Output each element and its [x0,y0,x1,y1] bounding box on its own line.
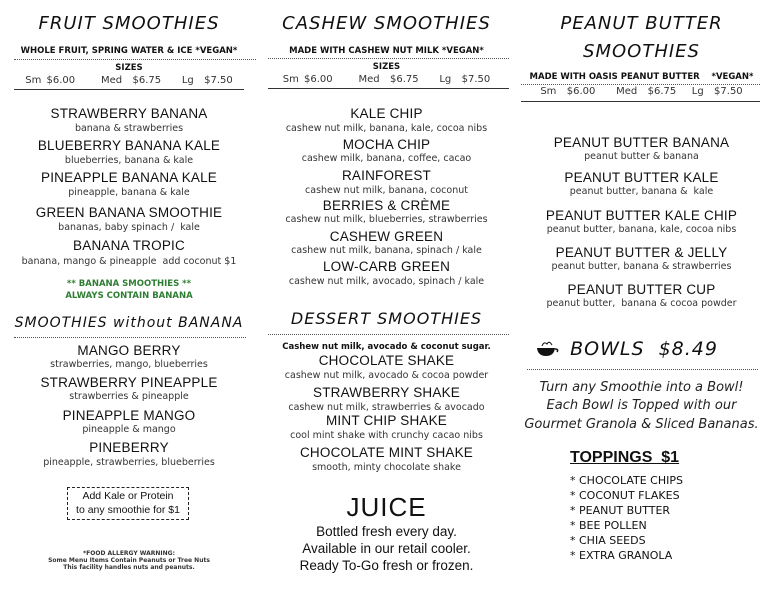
menu-item-desc: peanut butter, banana & strawberries [551,261,732,272]
cashew-smoothies-title: CASHEW SMOOTHIES [282,13,491,34]
menu-item-desc: peanut butter, banana, kale, cocoa nibs [546,224,737,235]
topping-item: * COCONUT FLAKES [570,489,680,502]
menu-item-name: STRAWBERRY BANANA [50,106,208,121]
menu-item-desc: peanut butter & banana [584,151,699,162]
peanut-butter-title: SMOOTHIES [583,41,700,62]
dessert-subtitle: Cashew nut milk, avocado & coconut sugar. [282,342,491,352]
menu-item-desc: cashew nut milk, banana, spinach / kale [291,245,482,256]
menu-item-desc: pineapple, strawberries, blueberries [43,457,215,468]
cashew-subtitle: MADE WITH CASHEW NUT MILK *VEGAN* [289,46,484,56]
menu-item-name: CASHEW GREEN [329,229,444,244]
size-prices: Sm $6.00 Med $6.75 Lg $7.50 [282,74,491,85]
menu-item-desc: strawberries & pineapple [69,391,189,402]
menu-item-name: PEANUT BUTTER BANANA [553,135,730,150]
menu-item-name: PINEBERRY [89,440,169,455]
size-prices: Sm $6.00 Med $6.75 Lg $7.50 [540,86,743,97]
menu-item-desc: cashew nut milk, blueberries, strawberries [285,214,488,225]
menu-item-name: PEANUT BUTTER & JELLY [555,245,728,260]
bowls-heading [535,338,768,360]
dessert-smoothies-title: DESSERT SMOOTHIES [290,309,483,328]
allergy-warning: *FOOD ALLERGY WARNING: [83,550,175,557]
divider [14,59,256,60]
menu-item-desc: smooth, minty chocolate shake [312,462,461,473]
menu-item-name: MINT CHIP SHAKE [325,413,448,428]
topping-item: * CHIA SEEDS [570,534,646,547]
cashew-smoothies-column [258,0,515,594]
menu-item-name: MOCHA CHIP [342,137,431,152]
fruit-subtitle: WHOLE FRUIT, SPRING WATER & ICE *VEGAN* [20,46,238,56]
menu-item-desc: pineapple & mango [82,424,176,435]
divider [14,337,246,338]
menu-item-desc: banana & strawberries [74,123,184,134]
menu-item-name: PEANUT BUTTER KALE CHIP [545,208,738,223]
banana-note: ** BANANA SMOOTHIES ** [66,279,192,289]
menu-item-desc: cashew nut milk, banana, kale, cocoa nibs [285,123,488,134]
menu-item-name: GREEN BANANA SMOOTHIE [35,205,223,220]
menu-item-desc: pineapple, banana & kale [68,187,190,198]
fruit-smoothies-column [0,0,258,594]
menu-item-desc: peanut butter, banana & kale [569,186,714,197]
juice-line: Bottled fresh every day. [316,524,457,539]
menu-item-desc: bananas, baby spinach / kale [58,222,200,233]
menu-item-name: PEANUT BUTTER KALE [564,170,719,185]
divider [14,89,244,90]
divider [268,58,509,59]
menu-item-desc: strawberries, mango, blueberries [50,359,208,370]
menu-item-name: KALE CHIP [350,106,423,121]
menu-item-name: STRAWBERRY PINEAPPLE [40,375,218,390]
allergy-warning: Some Menu Items Contain Peanuts or Tree Nuts [48,557,210,564]
menu-item-desc: cashew milk, banana, coffee, cacao [301,153,472,164]
bowl-icon [535,339,559,359]
banana-note: ALWAYS CONTAIN BANANA [65,291,193,301]
juice-line: Ready To-Go fresh or frozen. [299,558,474,573]
divider [268,88,509,89]
topping-item: * BEE POLLEN [570,519,647,532]
fruit-smoothies-title: FRUIT SMOOTHIES [38,13,220,34]
divider [521,84,760,85]
bowls-line: Each Bowl is Topped with our [546,398,737,413]
menu-item-desc: blueberries, banana & kale [64,155,194,166]
bowls-line: Gourmet Granola & Sliced Bananas. [524,417,759,432]
menu-item-name: MANGO BERRY [77,343,181,358]
toppings-title: TOPPINGS $1 [570,449,680,466]
addon-line: Add Kale or Protein [82,490,174,502]
menu-item-name: CHOCOLATE MINT SHAKE [299,445,474,460]
topping-item: * CHOCOLATE CHIPS [570,474,683,487]
menu-item-name: BLUEBERRY BANANA KALE [37,138,221,153]
bowls-title: BOWLS $8.49 [570,338,718,360]
sizes-label: SIZES [372,62,401,72]
menu-item-name: PINEAPPLE MANGO [62,408,196,423]
menu-item-name: STRAWBERRY SHAKE [313,385,460,400]
menu-item-desc: cool mint shake with crunchy cacao nibs [290,430,483,441]
menu-item-desc: cashew nut milk, strawberries & avocado [288,402,485,413]
no-banana-title: SMOOTHIES without BANANA [14,315,244,331]
peanut-butter-title: PEANUT BUTTER [560,13,723,34]
menu-item-name: BANANA TROPIC [73,238,185,253]
menu-item-name: CHOCOLATE SHAKE [318,353,455,368]
bowls-line: Turn any Smoothie into a Bowl! [539,380,744,395]
menu-item-desc: cashew nut milk, banana, coconut [305,185,468,196]
juice-title: JUICE [346,492,427,522]
menu-item-name: RAINFOREST [341,168,431,183]
topping-item: * EXTRA GRANOLA [570,549,673,562]
allergy-warning: This facility handles nuts and peanuts. [63,564,195,571]
menu-item-name: PEANUT BUTTER CUP [567,282,716,297]
menu-item-name: LOW-CARB GREEN [322,259,451,274]
addon-box [67,487,189,520]
divider [521,101,760,102]
topping-item: * PEANUT BUTTER [570,504,671,517]
menu-item-desc: peanut butter, banana & cocoa powder [546,298,737,309]
sizes-label: SIZES [115,63,143,73]
peanut-subtitle: MADE WITH OASIS PEANUT BUTTER *VEGAN* [529,72,754,82]
menu-item-name: PINEAPPLE BANANA KALE [40,170,218,185]
menu-item-desc: cashew nut milk, avocado, spinach / kale [288,276,485,287]
divider [268,334,509,335]
divider [527,369,758,370]
juice-line: Available in our retail cooler. [302,541,471,556]
addon-line: to any smoothie for $1 [76,504,180,516]
menu-item-desc: banana, mango & pineapple add coconut $1 [21,256,237,267]
menu-item-name: BERRIES & CRÈME [322,198,451,213]
menu-item-desc: cashew nut milk, avocado & cocoa powder [284,370,489,381]
size-prices: Sm $6.00 Med $6.75 Lg $7.50 [25,75,233,86]
